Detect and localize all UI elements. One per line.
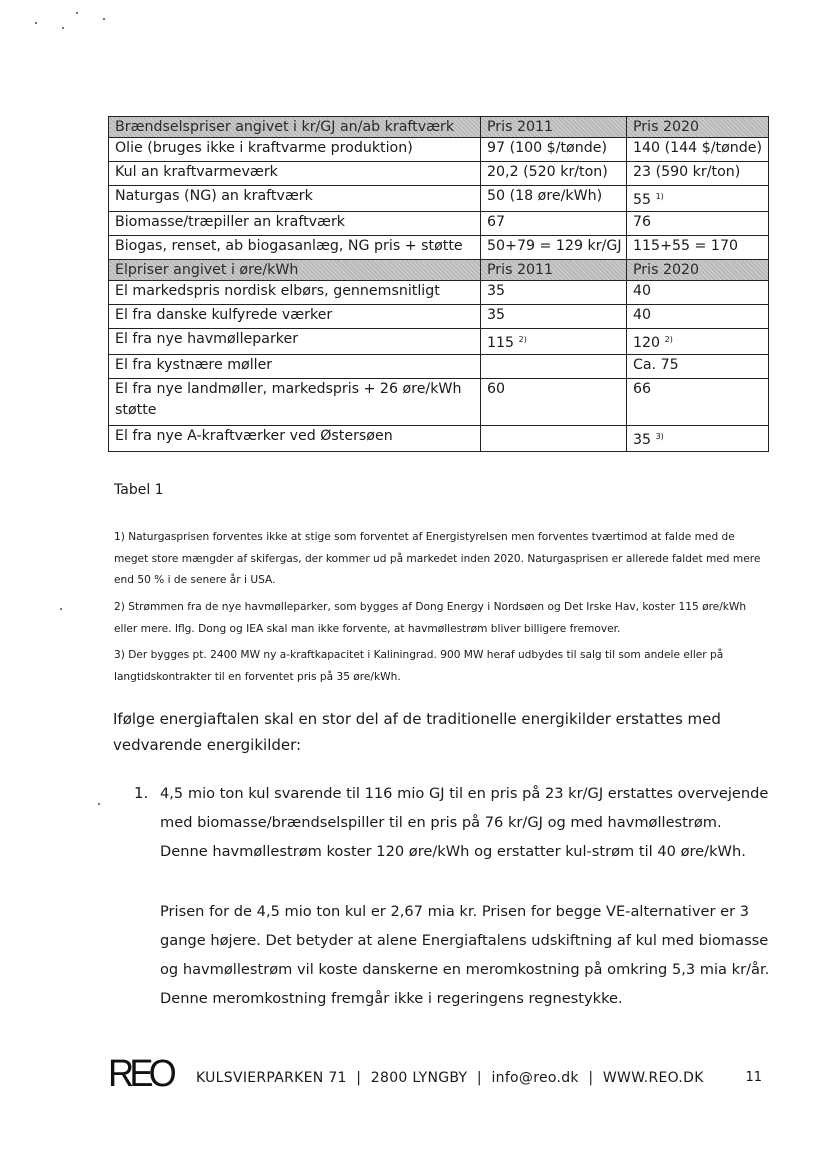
price-2011: 20,2 (520 kr/ton) <box>481 162 627 186</box>
price-2020-value: 55 <box>633 192 652 208</box>
electricity-price-header-row <box>109 260 769 281</box>
row-label: Naturgas (NG) an kraftværk <box>109 186 481 212</box>
footer-address: KULSVIERPARKEN 71 <box>196 1070 347 1086</box>
header-2020: Pris 2020 <box>627 117 769 138</box>
price-2020-value: 35 <box>633 432 652 448</box>
table-row <box>109 212 769 236</box>
separator: | <box>583 1070 599 1086</box>
header-label: Elpriser angivet i øre/kWh <box>109 260 481 281</box>
separator: | <box>472 1070 487 1086</box>
row-label: Olie (bruges ikke i kraftvarme produktion) <box>109 138 481 162</box>
footer-contact <box>196 1068 704 1088</box>
price-table <box>108 116 769 452</box>
footnote-3: 3) Der bygges pt. 2400 MW ny a-kraftkapacitet i Kaliningrad. 900 MW heraf udbydes til salg til som andele eller på langtidskontrakter til en forventet pris på 35 øre/kWh. <box>114 649 724 683</box>
table-row <box>109 426 769 452</box>
reo-logo: REO <box>108 1053 172 1095</box>
price-2020 <box>627 426 769 452</box>
footnote-ref: 2) <box>664 335 673 344</box>
row-label: Biogas, renset, ab biogasanlæg, NG pris + støtte <box>109 236 481 260</box>
footnote-ref: 1) <box>655 192 664 201</box>
header-2011: Pris 2011 <box>481 260 627 281</box>
table-row <box>109 355 769 379</box>
list-item-followup: Prisen for de 4,5 mio ton kul er 2,67 mia kr. Prisen for begge VE-alternativer er 3 gange højere. Det betyder at alene Energiaftalens udskiftning af kul med biomasse og havmøllestrøm vil koste danskerne en meromkostning på omkring 5,3 mia kr/år. Denne meromkostning fremgår ikke i regeringens regnestykke. <box>160 903 770 1007</box>
price-2011: 35 <box>481 305 627 329</box>
row-label: El fra nye landmøller, markedspris + 26 øre/kWh støtte <box>109 379 481 426</box>
table-row <box>109 138 769 162</box>
table-row <box>109 236 769 260</box>
page-number: 11 <box>745 1070 762 1085</box>
row-label: El fra danske kulfyrede værker <box>109 305 481 329</box>
row-label: Biomasse/træpiller an kraftværk <box>109 212 481 236</box>
footer-postal: 2800 LYNGBY <box>370 1070 468 1086</box>
price-2011 <box>481 426 627 452</box>
price-2020: 115+55 = 170 <box>627 236 769 260</box>
footnote-ref: 2) <box>518 335 527 344</box>
footer-website[interactable]: WWW.REO.DK <box>602 1070 704 1086</box>
price-2020: 23 (590 kr/ton) <box>627 162 769 186</box>
row-label: El fra nye A-kraftværker ved Østersøen <box>109 426 481 452</box>
price-2011 <box>481 329 627 355</box>
price-2011: 67 <box>481 212 627 236</box>
footnote-2: 2) Strømmen fra de nye havmølleparker, som bygges af Dong Energy i Nordsøen og Det Irske Hav, koster 115 øre/kWh eller mere. Iflg. Dong og IEA skal man ikke forvente, at havmøllestrøm bliver billigere fremover. <box>114 601 747 635</box>
price-2020 <box>627 329 769 355</box>
page-footer <box>108 1054 768 1094</box>
price-2011: 50 (18 øre/kWh) <box>481 186 627 212</box>
price-2020 <box>627 186 769 212</box>
price-2020: 40 <box>627 281 769 305</box>
table-row <box>109 379 769 426</box>
list-item-number: 1. <box>134 784 149 802</box>
row-label: El fra nye havmølleparker <box>109 329 481 355</box>
fuel-price-header-row <box>109 117 769 138</box>
price-2020: Ca. 75 <box>627 355 769 379</box>
row-label: El fra kystnære møller <box>109 355 481 379</box>
table-row <box>109 281 769 305</box>
table-row <box>109 329 769 355</box>
intro-paragraph: Ifølge energiaftalen skal en stor del af de traditionelle energikilder erstattes med vedvarende energikilder: <box>113 710 721 754</box>
row-label: Kul an kraftvarmeværk <box>109 162 481 186</box>
footer-email[interactable]: info@reo.dk <box>491 1070 579 1086</box>
price-2011 <box>481 355 627 379</box>
footnote-ref: 3) <box>655 432 664 441</box>
price-2011-value: 115 <box>487 335 515 351</box>
row-label: El markedspris nordisk elbørs, gennemsnitligt <box>109 281 481 305</box>
table-row <box>109 186 769 212</box>
price-2011: 97 (100 $/tønde) <box>481 138 627 162</box>
price-2020-value: 120 <box>633 335 661 351</box>
price-2011: 35 <box>481 281 627 305</box>
price-2011: 60 <box>481 379 627 426</box>
list-item-text: 4,5 mio ton kul svarende til 116 mio GJ til en pris på 23 kr/GJ erstattes overvejende med biomasse/brændselspiller til en pris på 76 kr/GJ og med havmøllestrøm. Denne havmøllestrøm koster 120 øre/kWh og erstatter kul-strøm til 40 øre/kWh. <box>160 785 769 860</box>
price-2020: 76 <box>627 212 769 236</box>
price-2020: 140 (144 $/tønde) <box>627 138 769 162</box>
header-label: Brændselspriser angivet i kr/GJ an/ab kraftværk <box>109 117 481 138</box>
price-2020: 40 <box>627 305 769 329</box>
table-row <box>109 305 769 329</box>
header-2011: Pris 2011 <box>481 117 627 138</box>
table-caption: Tabel 1 <box>114 482 164 498</box>
footnote-1: 1) Naturgasprisen forventes ikke at stige som forventet af Energistyrelsen men forventes tværtimod at falde med de meget store mængder af skifergas, der kommer ud på markedet inden 2020. Naturgasprisen er allerede faldet med mere end 50 % i de senere år i USA. <box>114 531 761 586</box>
price-2020: 66 <box>627 379 769 426</box>
table-row <box>109 162 769 186</box>
header-2020: Pris 2020 <box>627 260 769 281</box>
price-2011: 50+79 = 129 kr/GJ <box>481 236 627 260</box>
separator: | <box>351 1070 367 1086</box>
